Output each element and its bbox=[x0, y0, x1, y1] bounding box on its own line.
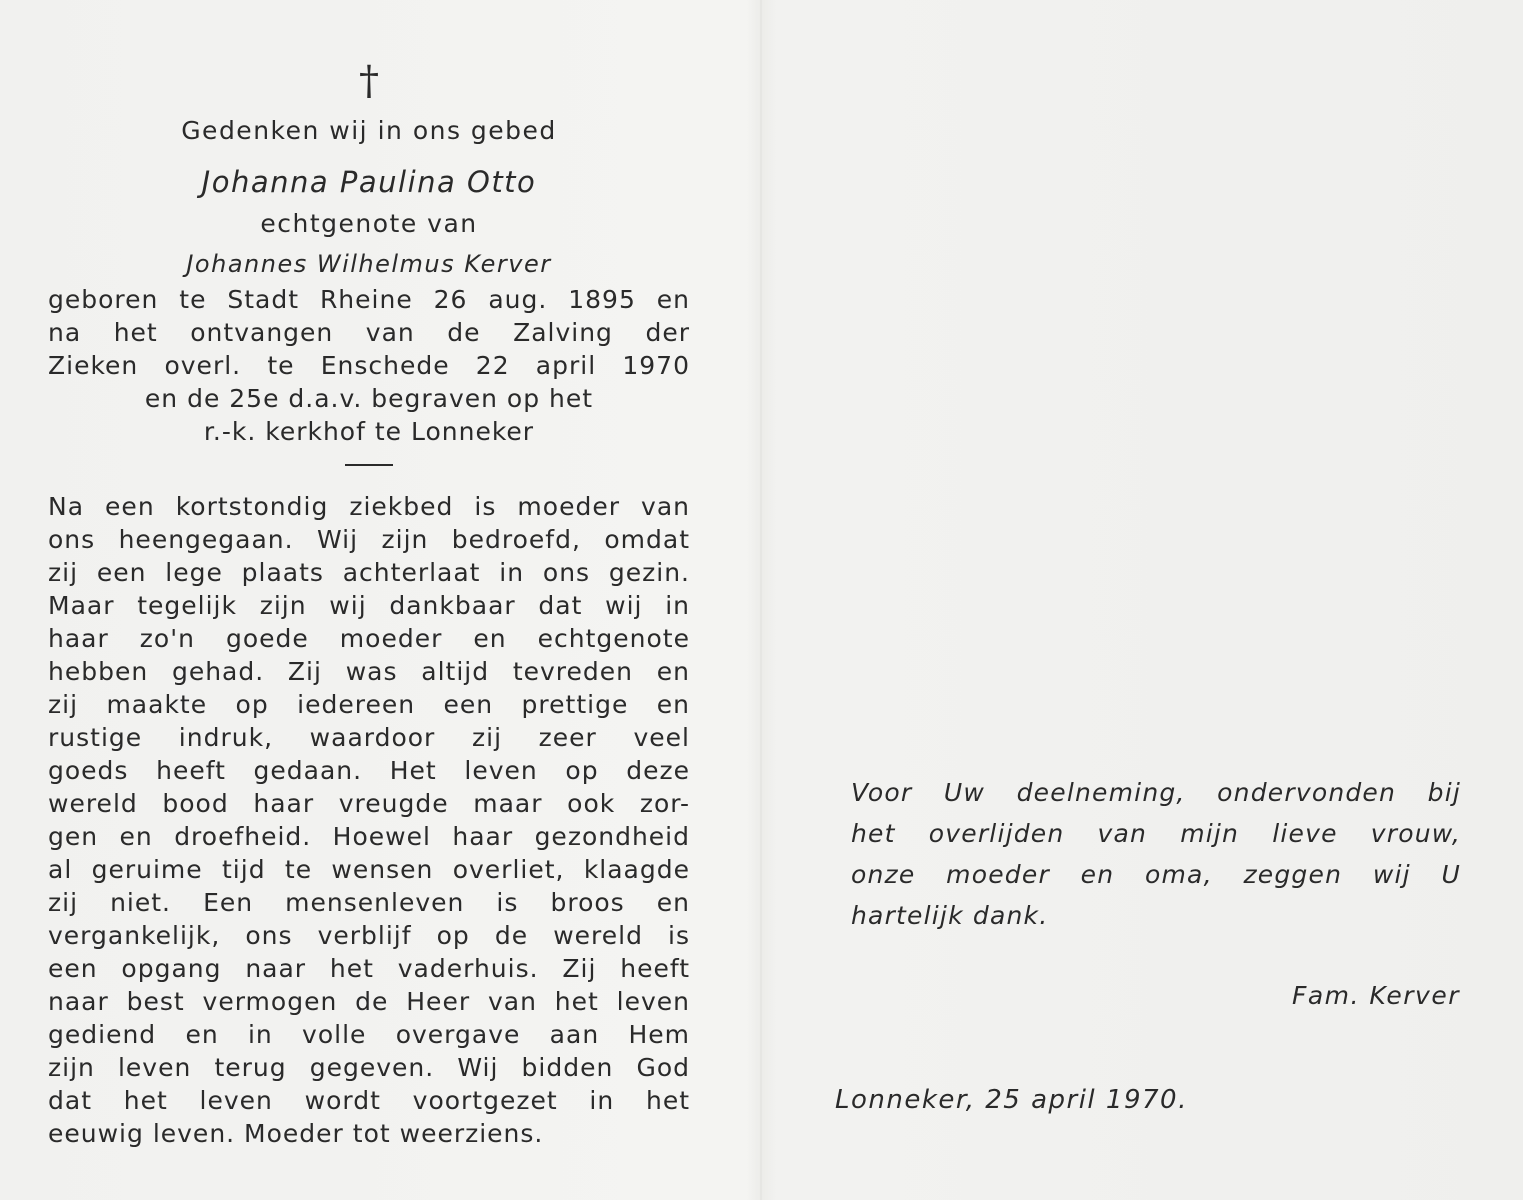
tribute-line: ons heengegaan. Wij zijn bedroefd, omdat bbox=[48, 525, 690, 554]
tribute-line: dat het leven wordt voortgezet in het bbox=[48, 1086, 690, 1115]
tribute-line: zijn leven terug gegeven. Wij bidden God bbox=[48, 1053, 690, 1082]
tribute-line: zij niet. Een mensenleven is broos en bbox=[48, 888, 690, 917]
cross-icon: † bbox=[359, 58, 379, 104]
thanks-line: onze moeder en oma, zeggen wij U bbox=[851, 860, 1461, 889]
divider bbox=[345, 464, 393, 466]
details-line: Zieken overl. te Enschede 22 april 1970 bbox=[48, 351, 690, 380]
tribute-line: een opgang naar het vaderhuis. Zij heeft bbox=[48, 954, 690, 983]
card-fold-line bbox=[760, 0, 762, 1200]
tribute-text bbox=[48, 490, 690, 1150]
tribute-line: zij een lege plaats achterlaat in ons gezin. bbox=[48, 558, 690, 587]
tribute-line: gen en droefheid. Hoewel haar gezondheid bbox=[48, 822, 690, 851]
tribute-line: hebben gehad. Zij was altijd tevreden en bbox=[48, 657, 690, 686]
thank-you-text bbox=[851, 772, 1461, 936]
life-details bbox=[48, 283, 690, 448]
thanks-line: het overlijden van mijn lieve vrouw, bbox=[851, 819, 1461, 848]
place-date: Lonneker, 25 april 1970. bbox=[835, 1085, 1188, 1115]
tribute-line: Maar tegelijk zijn wij dankbaar dat wij in bbox=[48, 591, 690, 620]
deceased-name: Johanna Paulina Otto bbox=[201, 165, 537, 199]
tribute-line: gediend en in volle overgave aan Hem bbox=[48, 1020, 690, 1049]
tribute-line: haar zo'n goede moeder en echtgenote bbox=[48, 624, 690, 653]
tribute-line: Na een kortstondig ziekbed is moeder van bbox=[48, 492, 690, 521]
tribute-line: naar best vermogen de Heer van het leven bbox=[48, 987, 690, 1016]
spouse-name: Johannes Wilhelmus Kerver bbox=[186, 250, 552, 278]
tribute-line: goeds heeft gedaan. Het leven op deze bbox=[48, 756, 690, 785]
tribute-line: eeuwig leven. Moeder tot weerziens. bbox=[48, 1119, 544, 1148]
family-signature: Fam. Kerver bbox=[1291, 981, 1460, 1010]
details-line: r.-k. kerkhof te Lonneker bbox=[203, 417, 535, 446]
details-line: geboren te Stadt Rheine 26 aug. 1895 en bbox=[48, 285, 690, 314]
details-line: na het ontvangen van de Zalving der bbox=[48, 318, 690, 347]
tribute-line: zij maakte op iedereen een prettige en bbox=[48, 690, 690, 719]
details-line: en de 25e d.a.v. begraven op het bbox=[144, 384, 594, 413]
thanks-line: Voor Uw deelneming, ondervonden bij bbox=[851, 778, 1461, 807]
tribute-line: al geruime tijd te wensen overliet, klaagde bbox=[48, 855, 690, 884]
thanks-line: hartelijk dank. bbox=[851, 901, 1049, 930]
left-panel bbox=[48, 55, 690, 1150]
intro-text: Gedenken wij in ons gebed bbox=[181, 116, 557, 145]
tribute-line: rustige indruk, waardoor zij zeer veel bbox=[48, 723, 690, 752]
tribute-line: vergankelijk, ons verblijf op de wereld is bbox=[48, 921, 690, 950]
relation-text: echtgenote van bbox=[260, 209, 478, 238]
tribute-line: wereld bood haar vreugde maar ook zor- bbox=[48, 789, 690, 818]
